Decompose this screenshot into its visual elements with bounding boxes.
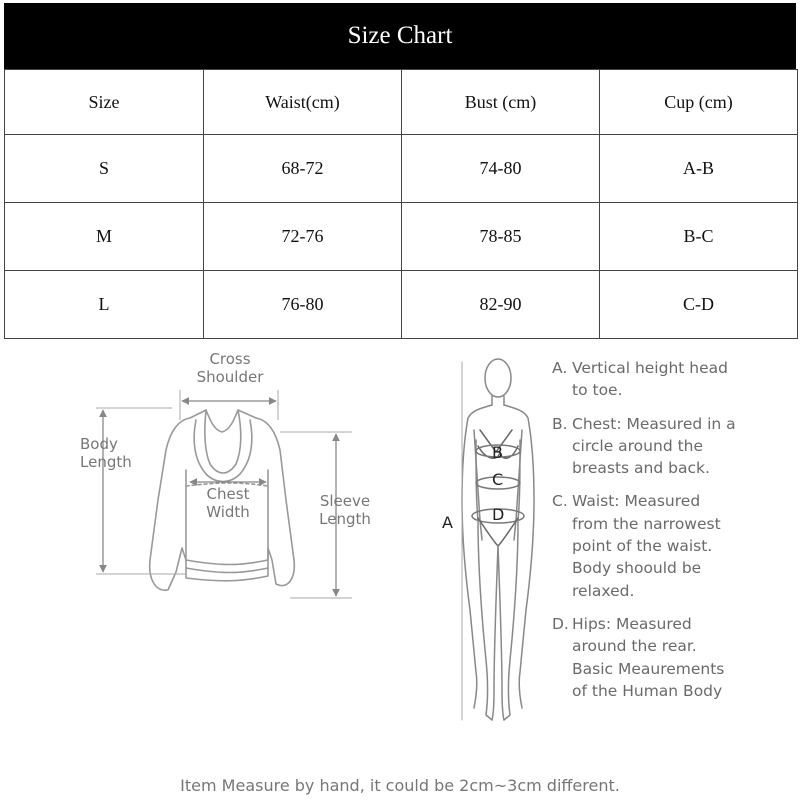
figure-letter-b: B [492,443,503,462]
table-cell-waist: 68-72 [204,135,402,203]
table-row [5,271,798,339]
note-letter: C. [552,492,568,511]
table-cell-cup: A-B [600,135,798,203]
note-text: Chest: Measured in a circle around the breasts and back. [572,414,736,478]
table-cell-waist: 72-76 [204,203,402,271]
figure-letter-c: C [492,470,504,489]
measurement-notes [552,357,792,713]
note-letter: D. [552,614,569,633]
cross-shoulder-label: Cross Shoulder [196,350,264,386]
table-row [5,203,798,271]
note-text: Waist: Measured from the narrowest point of the waist. Body shoould be relaxed. [572,492,721,600]
note-c [552,490,792,601]
note-text: Vertical height head to toe. [572,359,728,400]
note-b [552,413,792,480]
table-cell-size: S [5,135,204,203]
column-header-bust: Bust (cm) [402,70,600,135]
size-chart-title-bar [4,3,796,69]
column-header-waist: Waist(cm) [204,70,402,135]
table-cell-cup: B-C [600,203,798,271]
table-row [5,135,798,203]
footer-disclaimer: Item Measure by hand, it could be 2cm~3cm different. [180,776,620,795]
size-chart-title: Size Chart [347,22,453,49]
figure-letter-d: D [492,505,505,524]
note-a [552,357,792,402]
figure-letter-a: A [442,513,453,532]
table-cell-bust: 78-85 [402,203,600,271]
body-length-label: Body Length [80,435,132,471]
column-header-size: Size [5,70,204,135]
table-cell-cup: C-D [600,271,798,339]
note-letter: B. [552,414,568,433]
chest-width-label: Chest Width [206,485,250,521]
note-text: Hips: Measured around the rear. Basic Meaurements of the Human Body [572,614,725,700]
sleeve-length-label: Sleeve Length [319,492,371,528]
human-figure-icon [462,359,534,720]
table-cell-waist: 76-80 [204,271,402,339]
table-cell-bust: 82-90 [402,271,600,339]
size-table [4,69,798,339]
note-letter: A. [552,359,568,377]
table-cell-size: M [5,203,204,271]
note-d [552,613,792,702]
table-cell-size: L [5,271,204,339]
column-header-cup: Cup (cm) [600,70,798,135]
table-header-row [5,70,798,135]
table-cell-bust: 74-80 [402,135,600,203]
